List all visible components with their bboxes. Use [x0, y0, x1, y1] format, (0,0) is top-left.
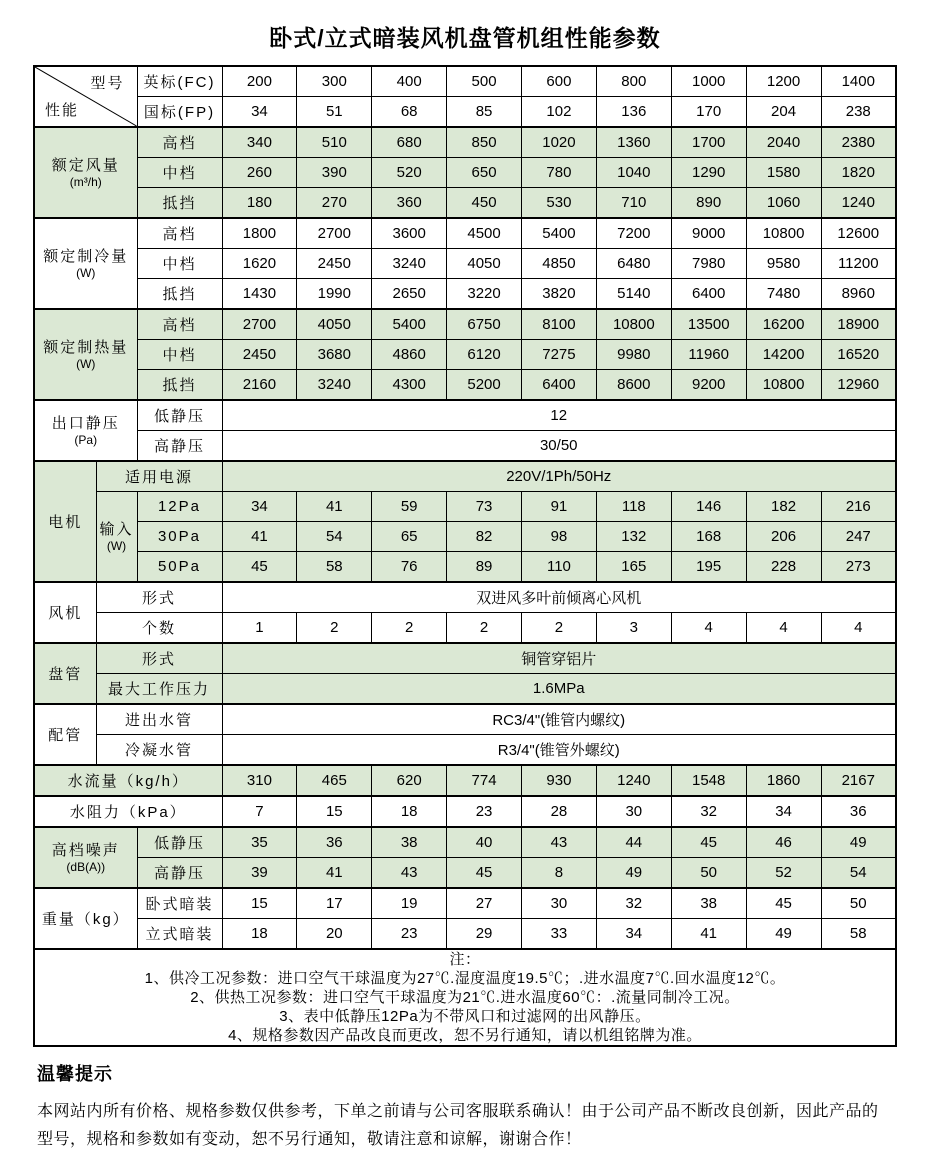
section-label-unit: (W) — [76, 356, 96, 371]
table-cell: 27 — [447, 888, 522, 919]
table-cell: 76 — [372, 552, 447, 583]
table-cell: 500 — [447, 66, 522, 97]
table-cell: 800 — [596, 66, 671, 97]
table-cell: 1860 — [746, 765, 821, 796]
table-cell: 54 — [821, 858, 896, 889]
table-cell: 铜管穿铝片 — [222, 643, 896, 674]
table-cell: 165 — [596, 552, 671, 583]
table-cell: 54 — [297, 522, 372, 552]
table-cell: 310 — [222, 765, 297, 796]
table-cell: 4050 — [297, 309, 372, 340]
table-cell: 6750 — [447, 309, 522, 340]
section-label — [34, 218, 137, 309]
table-cell: 1240 — [596, 765, 671, 796]
table-cell: 6400 — [522, 370, 597, 401]
table-cell: 238 — [821, 97, 896, 128]
table-row — [34, 643, 896, 674]
table-cell: 6120 — [447, 340, 522, 370]
table-cell: 260 — [222, 158, 297, 188]
section-label-unit: (W) — [76, 265, 96, 280]
table-cell: 2700 — [222, 309, 297, 340]
table-cell: 18 — [372, 796, 447, 827]
table-cell: 6480 — [596, 249, 671, 279]
table-cell: 300 — [297, 66, 372, 97]
table-cell: 780 — [522, 158, 597, 188]
table-cell: 34 — [596, 919, 671, 950]
table-cell: 9980 — [596, 340, 671, 370]
table-cell: 270 — [297, 188, 372, 219]
section-label-text: 额定制热量 — [43, 338, 129, 356]
table-cell: 2167 — [821, 765, 896, 796]
table-cell: 40 — [447, 827, 522, 858]
table-cell: 50 — [821, 888, 896, 919]
row-label: 低静压 — [137, 827, 222, 858]
table-cell: 45 — [447, 858, 522, 889]
table-cell: 2 — [447, 613, 522, 644]
notes-title: 注： — [449, 951, 481, 968]
table-cell: 7980 — [671, 249, 746, 279]
table-cell: 10800 — [746, 370, 821, 401]
table-cell: 2 — [297, 613, 372, 644]
corner-label-performance: 性能 — [45, 102, 80, 119]
section-label-unit: (m³/h) — [69, 174, 102, 189]
table-cell: 3 — [596, 613, 671, 644]
table-row — [34, 704, 896, 735]
table-cell: 82 — [447, 522, 522, 552]
table-cell: 620 — [372, 765, 447, 796]
table-cell: 23 — [447, 796, 522, 827]
table-cell: 91 — [522, 492, 597, 522]
section-label-text: 盘管 — [48, 666, 83, 683]
table-cell: 182 — [746, 492, 821, 522]
table-row — [34, 340, 896, 370]
table-cell: 17 — [297, 888, 372, 919]
table-cell: 216 — [821, 492, 896, 522]
table-cell: 13500 — [671, 309, 746, 340]
table-cell: 3600 — [372, 218, 447, 249]
table-cell: 2 — [522, 613, 597, 644]
table-cell: 360 — [372, 188, 447, 219]
row-label: 国标(FP) — [137, 97, 222, 128]
section-label — [34, 127, 137, 218]
table-cell: 98 — [522, 522, 597, 552]
table-cell: 1990 — [297, 279, 372, 310]
section-label-unit: (dB(A)) — [66, 859, 106, 874]
row-label: 最大工作压力 — [96, 674, 222, 705]
table-cell: 450 — [447, 188, 522, 219]
table-cell: 39 — [222, 858, 297, 889]
section-label — [34, 704, 96, 765]
tips-title: 温馨提示 — [37, 1064, 113, 1084]
row-label: 高档 — [137, 309, 222, 340]
table-cell: 4500 — [447, 218, 522, 249]
table-cell: 68 — [372, 97, 447, 128]
table-cell: 1000 — [671, 66, 746, 97]
table-cell: 2700 — [297, 218, 372, 249]
table-row — [34, 431, 896, 462]
table-row — [34, 127, 896, 158]
row-label: 卧式暗装 — [137, 888, 222, 919]
spec-table — [33, 65, 897, 1047]
table-cell: 6400 — [671, 279, 746, 310]
table-row-notes — [34, 949, 896, 1046]
table-cell: 136 — [596, 97, 671, 128]
table-cell: 43 — [372, 858, 447, 889]
section-label-text: 额定风量 — [51, 156, 120, 174]
table-cell: 30/50 — [222, 431, 896, 462]
section-label — [34, 582, 96, 643]
table-cell: 1.6MPa — [222, 674, 896, 705]
note-line: 3、表中低静压12Pa为不带风口和过滤网的出风静压。 — [279, 1008, 651, 1025]
table-cell: 4 — [671, 613, 746, 644]
table-cell: 520 — [372, 158, 447, 188]
table-row — [34, 919, 896, 950]
table-cell: 12960 — [821, 370, 896, 401]
table-cell: 850 — [447, 127, 522, 158]
table-cell: 18900 — [821, 309, 896, 340]
table-cell: 65 — [372, 522, 447, 552]
table-cell: 206 — [746, 522, 821, 552]
table-row — [34, 158, 896, 188]
table-cell: 1040 — [596, 158, 671, 188]
section-label — [34, 643, 96, 704]
table-cell: 11200 — [821, 249, 896, 279]
table-cell: 2380 — [821, 127, 896, 158]
table-cell: 10800 — [746, 218, 821, 249]
row-label: 高静压 — [137, 431, 222, 462]
section-label — [34, 309, 137, 400]
table-cell: 1020 — [522, 127, 597, 158]
row-label: 冷凝水管 — [96, 735, 222, 766]
row-label: 高静压 — [137, 858, 222, 889]
table-cell: 4860 — [372, 340, 447, 370]
table-cell: 15 — [222, 888, 297, 919]
table-cell: 1800 — [222, 218, 297, 249]
notes-cell — [34, 949, 896, 1046]
row-label: 低静压 — [137, 400, 222, 431]
table-cell: 43 — [522, 827, 597, 858]
table-cell: 200 — [222, 66, 297, 97]
table-cell: 35 — [222, 827, 297, 858]
section-label — [34, 400, 137, 461]
table-cell: 33 — [522, 919, 597, 950]
table-row — [34, 827, 896, 858]
section-label-unit: (Pa) — [74, 432, 98, 447]
table-cell: 30 — [596, 796, 671, 827]
table-cell: 38 — [372, 827, 447, 858]
section-label-text: 出口静压 — [51, 414, 120, 432]
table-cell: 59 — [372, 492, 447, 522]
table-cell: 73 — [447, 492, 522, 522]
table-cell: 41 — [222, 522, 297, 552]
table-cell: 9000 — [671, 218, 746, 249]
table-cell: 8960 — [821, 279, 896, 310]
section-label-text: 配管 — [48, 727, 83, 744]
section-label: 水流量（kg/h） — [34, 765, 222, 796]
table-cell: 12600 — [821, 218, 896, 249]
table-row — [34, 582, 896, 613]
table-cell: 600 — [522, 66, 597, 97]
table-cell: 51 — [297, 97, 372, 128]
table-row-header-fc — [34, 66, 896, 97]
table-row — [34, 188, 896, 219]
table-cell: 41 — [297, 492, 372, 522]
table-row — [34, 492, 896, 522]
table-cell: 3240 — [372, 249, 447, 279]
page-title: 卧式/立式暗装风机盘管机组性能参数 — [269, 25, 661, 51]
table-cell: 双进风多叶前倾离心风机 — [222, 582, 896, 613]
table-cell: 49 — [596, 858, 671, 889]
note-line: 4、规格参数因产品改良而更改，恕不另行通知，请以机组铭牌为准。 — [228, 1027, 702, 1044]
section-label-text: 额定制冷量 — [43, 247, 129, 265]
table-cell: 3820 — [522, 279, 597, 310]
row-label: 适用电源 — [96, 461, 222, 492]
table-cell: 1240 — [821, 188, 896, 219]
row-label: 高档 — [137, 218, 222, 249]
table-cell: 5140 — [596, 279, 671, 310]
row-label: 抵挡 — [137, 188, 222, 219]
table-cell: 58 — [297, 552, 372, 583]
table-row-header-fp — [34, 97, 896, 128]
table-cell: 49 — [746, 919, 821, 950]
row-label: 50Pa — [137, 552, 222, 583]
table-cell: 102 — [522, 97, 597, 128]
table-cell: 8100 — [522, 309, 597, 340]
table-cell: 16520 — [821, 340, 896, 370]
table-cell: 168 — [671, 522, 746, 552]
table-cell: 3680 — [297, 340, 372, 370]
table-cell: 18 — [222, 919, 297, 950]
table-cell: 14200 — [746, 340, 821, 370]
table-row — [34, 309, 896, 340]
table-cell: 204 — [746, 97, 821, 128]
table-cell: 45 — [671, 827, 746, 858]
section-label-text: 风机 — [48, 605, 83, 622]
corner-label-model: 型号 — [90, 75, 125, 92]
table-cell: 510 — [297, 127, 372, 158]
table-cell: 1430 — [222, 279, 297, 310]
row-group-label-unit: (W) — [106, 538, 127, 553]
table-cell: 4850 — [522, 249, 597, 279]
table-cell: 195 — [671, 552, 746, 583]
table-cell: 32 — [671, 796, 746, 827]
table-cell: 1290 — [671, 158, 746, 188]
table-cell: 20 — [297, 919, 372, 950]
section-label-text: 高档噪声 — [51, 841, 120, 859]
row-label: 个数 — [96, 613, 222, 644]
table-cell: 15 — [297, 796, 372, 827]
table-cell: 7 — [222, 796, 297, 827]
table-row — [34, 249, 896, 279]
table-cell: 400 — [372, 66, 447, 97]
row-label: 中档 — [137, 340, 222, 370]
table-cell: 1580 — [746, 158, 821, 188]
table-cell: 2040 — [746, 127, 821, 158]
table-cell: 41 — [297, 858, 372, 889]
table-row — [34, 279, 896, 310]
table-cell: 7480 — [746, 279, 821, 310]
table-cell: 52 — [746, 858, 821, 889]
row-label: 中档 — [137, 158, 222, 188]
table-cell: 38 — [671, 888, 746, 919]
table-cell: 228 — [746, 552, 821, 583]
table-row — [34, 400, 896, 431]
row-label: 英标(FC) — [137, 66, 222, 97]
table-cell: 34 — [746, 796, 821, 827]
table-cell: 7200 — [596, 218, 671, 249]
row-label: 12Pa — [137, 492, 222, 522]
section-label: 重量（kg） — [34, 888, 137, 949]
table-cell: 273 — [821, 552, 896, 583]
note-line: 2、供热工况参数：进口空气干球温度为21℃.进水温度60℃：.流量同制冷工况。 — [190, 989, 740, 1006]
table-cell: 36 — [821, 796, 896, 827]
table-cell: 29 — [447, 919, 522, 950]
table-cell: 19 — [372, 888, 447, 919]
table-cell: 2650 — [372, 279, 447, 310]
table-cell: 180 — [222, 188, 297, 219]
table-cell: 4050 — [447, 249, 522, 279]
table-cell: 5400 — [522, 218, 597, 249]
table-row — [34, 552, 896, 583]
corner-cell — [34, 66, 137, 127]
table-cell: 41 — [671, 919, 746, 950]
table-cell: 2160 — [222, 370, 297, 401]
row-label: 抵挡 — [137, 370, 222, 401]
table-cell: 34 — [222, 97, 297, 128]
table-cell: 12 — [222, 400, 896, 431]
tips-body: 本网站内所有价格、规格参数仅供参考，下单之前请与公司客服联系确认！由于公司产品不断改良创新，因此产品的型号，规格和参数如有变动，恕不另行通知，敬请注意和谅解，谢谢合作！ — [37, 1103, 879, 1148]
table-cell: 1 — [222, 613, 297, 644]
table-cell: 50 — [671, 858, 746, 889]
table-cell: 7275 — [522, 340, 597, 370]
table-cell: 650 — [447, 158, 522, 188]
table-cell: 1060 — [746, 188, 821, 219]
table-cell: 340 — [222, 127, 297, 158]
table-cell: 1820 — [821, 158, 896, 188]
table-row — [34, 735, 896, 766]
table-cell: 1620 — [222, 249, 297, 279]
table-cell: 45 — [746, 888, 821, 919]
table-cell: 30 — [522, 888, 597, 919]
table-cell: 28 — [522, 796, 597, 827]
table-row — [34, 522, 896, 552]
table-row — [34, 888, 896, 919]
table-cell: 680 — [372, 127, 447, 158]
table-row — [34, 370, 896, 401]
table-cell: 4 — [746, 613, 821, 644]
table-cell: 10800 — [596, 309, 671, 340]
table-cell: 132 — [596, 522, 671, 552]
table-cell: 2 — [372, 613, 447, 644]
table-cell: 89 — [447, 552, 522, 583]
table-cell: 85 — [447, 97, 522, 128]
tips-section — [37, 1060, 893, 1154]
row-label: 中档 — [137, 249, 222, 279]
section-label-text: 电机 — [48, 514, 83, 531]
table-cell: 1548 — [671, 765, 746, 796]
table-cell: 1360 — [596, 127, 671, 158]
table-cell: 5400 — [372, 309, 447, 340]
table-cell: 4300 — [372, 370, 447, 401]
table-row — [34, 765, 896, 796]
table-cell: 11960 — [671, 340, 746, 370]
table-cell: 1700 — [671, 127, 746, 158]
table-cell: 3220 — [447, 279, 522, 310]
table-cell: 2450 — [222, 340, 297, 370]
table-row — [34, 674, 896, 705]
section-label: 水阻力（kPa） — [34, 796, 222, 827]
table-cell: RC3/4"(锥管内螺纹) — [222, 704, 896, 735]
table-cell: 9580 — [746, 249, 821, 279]
section-label — [34, 827, 137, 888]
table-cell: 23 — [372, 919, 447, 950]
row-label: 抵挡 — [137, 279, 222, 310]
table-cell: 530 — [522, 188, 597, 219]
table-row — [34, 218, 896, 249]
table-row — [34, 796, 896, 827]
section-label — [34, 461, 96, 582]
table-row — [34, 858, 896, 889]
table-cell: 32 — [596, 888, 671, 919]
table-cell: 8600 — [596, 370, 671, 401]
table-cell: 2450 — [297, 249, 372, 279]
table-cell: 890 — [671, 188, 746, 219]
table-cell: 45 — [222, 552, 297, 583]
row-label: 形式 — [96, 643, 222, 674]
table-cell: 3240 — [297, 370, 372, 401]
table-cell: 16200 — [746, 309, 821, 340]
table-cell: 34 — [222, 492, 297, 522]
table-cell: 247 — [821, 522, 896, 552]
table-cell: 1200 — [746, 66, 821, 97]
row-label: 立式暗装 — [137, 919, 222, 950]
table-cell: 465 — [297, 765, 372, 796]
table-cell: 220V/1Ph/50Hz — [222, 461, 896, 492]
table-cell: 170 — [671, 97, 746, 128]
table-cell: 930 — [522, 765, 597, 796]
note-line: 1、供冷工况参数：进口空气干球温度为27℃.湿度温度19.5℃；.进水温度7℃.回水温度12℃。 — [144, 970, 786, 987]
table-cell: 36 — [297, 827, 372, 858]
table-cell: 9200 — [671, 370, 746, 401]
table-cell: 8 — [522, 858, 597, 889]
row-label: 形式 — [96, 582, 222, 613]
row-label: 高档 — [137, 127, 222, 158]
table-cell: 390 — [297, 158, 372, 188]
table-cell: 46 — [746, 827, 821, 858]
table-cell: 110 — [522, 552, 597, 583]
table-cell: R3/4"(锥管外螺纹) — [222, 735, 896, 766]
table-cell: 44 — [596, 827, 671, 858]
table-cell: 118 — [596, 492, 671, 522]
table-cell: 774 — [447, 765, 522, 796]
table-cell: 49 — [821, 827, 896, 858]
row-group-label — [96, 492, 137, 583]
row-group-label-text: 输入 — [99, 520, 134, 538]
table-cell: 5200 — [447, 370, 522, 401]
table-cell: 710 — [596, 188, 671, 219]
table-cell: 58 — [821, 919, 896, 950]
row-label: 进出水管 — [96, 704, 222, 735]
table-row — [34, 613, 896, 644]
table-cell: 1400 — [821, 66, 896, 97]
table-row — [34, 461, 896, 492]
table-cell: 146 — [671, 492, 746, 522]
table-cell: 4 — [821, 613, 896, 644]
row-label: 30Pa — [137, 522, 222, 552]
